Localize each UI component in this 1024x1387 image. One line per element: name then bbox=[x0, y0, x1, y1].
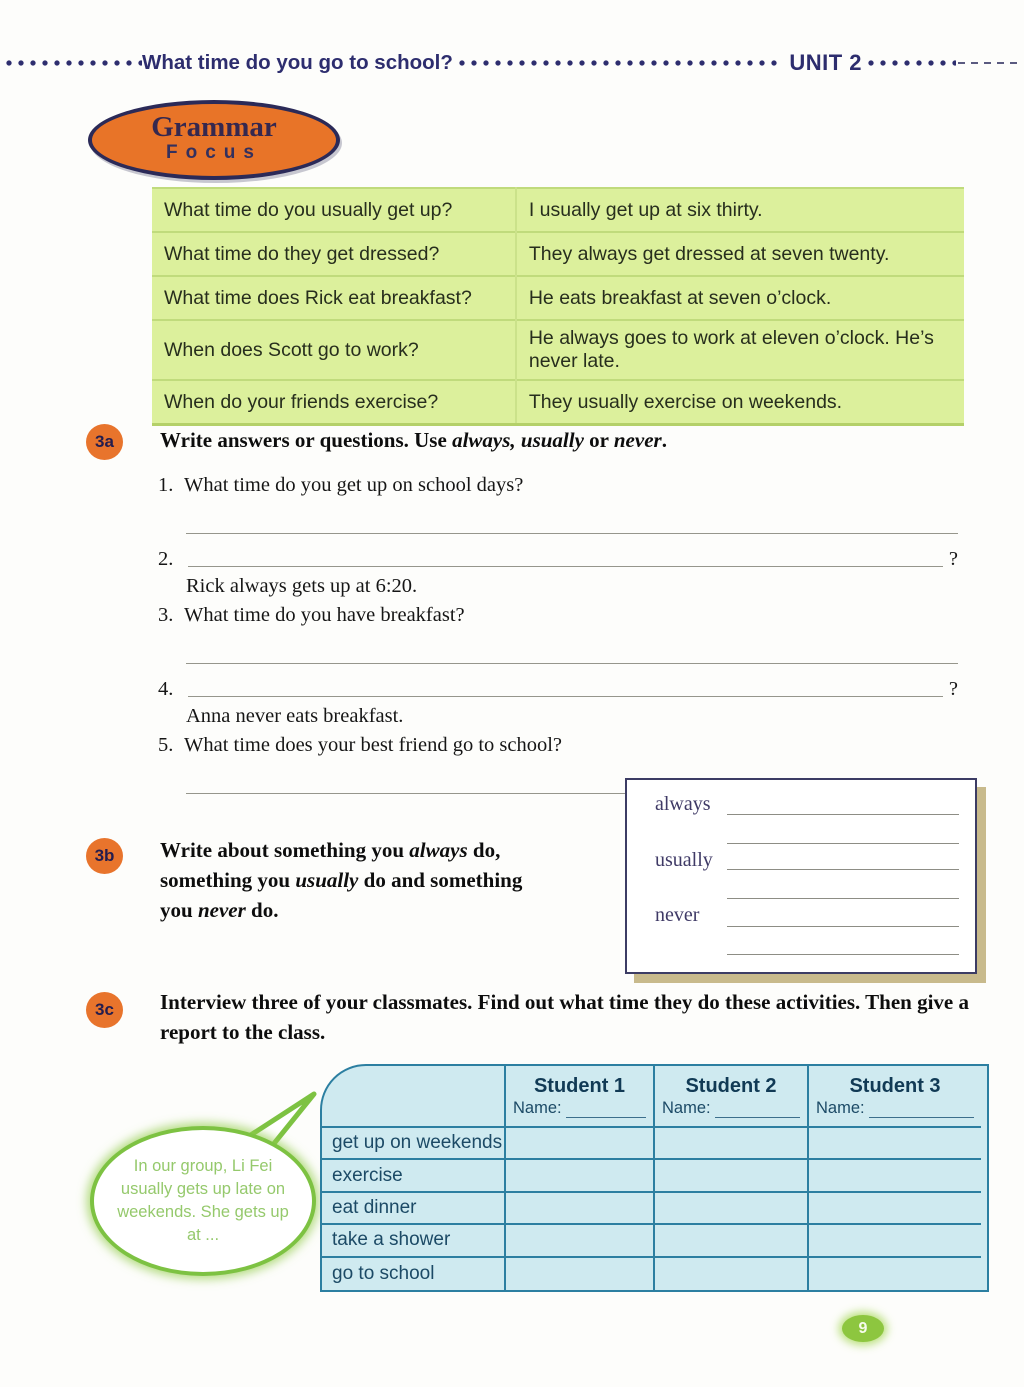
question-cell: What time do you usually get up? bbox=[152, 188, 516, 232]
page-header bbox=[6, 48, 1020, 78]
question-cell: What time do they get dressed? bbox=[152, 232, 516, 276]
item-question: What time do you have breakfast? bbox=[184, 604, 465, 626]
table-cell bbox=[809, 1128, 981, 1160]
name-blank-line bbox=[869, 1103, 974, 1118]
question-mark: ? bbox=[948, 548, 958, 570]
table-cell bbox=[506, 1128, 655, 1160]
write-line bbox=[727, 869, 959, 870]
answer-cell: I usually get up at six thirty. bbox=[516, 188, 964, 232]
given-answer: Rick always gets up at 6:20. bbox=[186, 575, 418, 597]
item-number: 4. bbox=[158, 678, 174, 700]
write-line bbox=[727, 954, 959, 955]
table-cell bbox=[506, 1258, 655, 1290]
question-mark: ? bbox=[948, 678, 958, 700]
question-cell: What time does Rick eat breakfast? bbox=[152, 276, 516, 320]
activity-label: go to school bbox=[322, 1258, 506, 1290]
table-row bbox=[152, 232, 964, 276]
write-line bbox=[727, 814, 959, 815]
dotted-leader-middle bbox=[459, 60, 783, 66]
activity-label: get up on weekends bbox=[322, 1128, 506, 1160]
activity-label: exercise bbox=[322, 1160, 506, 1192]
table-cell bbox=[506, 1160, 655, 1192]
column-header bbox=[809, 1066, 981, 1128]
speech-bubble-text: In our group, Li Fei usually gets up late on weekends. She gets up at ... bbox=[117, 1156, 289, 1245]
list-item bbox=[158, 734, 958, 757]
activity-label: take a shower bbox=[322, 1225, 506, 1257]
answer-cell: They usually exercise on weekends. bbox=[516, 380, 964, 425]
name-label: Name: bbox=[662, 1098, 711, 1117]
table-cell bbox=[506, 1193, 655, 1225]
answer-cell: They always get dressed at seven twenty. bbox=[516, 232, 964, 276]
grammar-table bbox=[152, 187, 964, 426]
column-header bbox=[655, 1066, 809, 1128]
exercise-list-3a bbox=[158, 474, 958, 804]
column-header-label: Student 1 bbox=[533, 1074, 626, 1097]
table-cell bbox=[655, 1225, 809, 1257]
table-cell bbox=[809, 1193, 981, 1225]
grammar-focus-subtitle: Focus bbox=[166, 142, 262, 163]
section-3b-instruction: Write about something you always do, something you usually do and something you never do. bbox=[160, 838, 523, 922]
dotted-leader-left bbox=[6, 60, 142, 66]
table-cell bbox=[809, 1225, 981, 1257]
answer-cell: He eats breakfast at seven o’clock. bbox=[516, 276, 964, 320]
unit-label: UNIT 2 bbox=[789, 50, 862, 75]
item-question: What time does your best friend go to school? bbox=[184, 734, 563, 756]
name-blank-line bbox=[715, 1103, 800, 1118]
adverb-label: always bbox=[655, 793, 711, 815]
answer-blank-line bbox=[186, 507, 958, 534]
item-number: 5. bbox=[158, 734, 174, 756]
table-cell bbox=[655, 1128, 809, 1160]
section-3c-badge: 3c bbox=[86, 992, 123, 1028]
grammar-focus-title: Grammar bbox=[151, 111, 277, 143]
section-3b-badge: 3b bbox=[86, 838, 123, 874]
list-item bbox=[158, 474, 958, 497]
question-cell: When does Scott go to work? bbox=[152, 320, 516, 380]
section-3a-badge: 3a bbox=[86, 424, 123, 460]
table-row bbox=[152, 188, 964, 232]
column-header-label: Student 3 bbox=[849, 1074, 941, 1097]
page-title: What time do you go to school? bbox=[142, 51, 453, 74]
table-cell bbox=[506, 1225, 655, 1257]
list-item bbox=[158, 544, 958, 571]
section-3a-instruction: Write answers or questions. Use always, usually or never. bbox=[160, 428, 667, 452]
grammar-focus-badge bbox=[88, 100, 340, 180]
column-header-label: Student 2 bbox=[685, 1074, 777, 1097]
name-label: Name: bbox=[513, 1098, 562, 1117]
write-line bbox=[727, 843, 959, 844]
table-row bbox=[152, 320, 964, 380]
name-blank-line bbox=[566, 1103, 646, 1118]
item-number: 1. bbox=[158, 474, 174, 496]
page-number-badge bbox=[842, 1315, 884, 1342]
table-corner-cell bbox=[322, 1066, 506, 1128]
question-blank-line bbox=[188, 544, 943, 567]
item-number: 2. bbox=[158, 548, 174, 570]
list-item bbox=[158, 604, 958, 627]
speech-bubble bbox=[90, 1126, 316, 1276]
answer-cell: He always goes to work at eleven o’clock. He’s never late. bbox=[516, 320, 964, 380]
name-label: Name: bbox=[816, 1098, 865, 1117]
question-cell: When do your friends exercise? bbox=[152, 380, 516, 425]
adverb-label: usually bbox=[655, 849, 713, 871]
table-row bbox=[152, 380, 964, 425]
column-header bbox=[506, 1066, 655, 1128]
question-blank-line bbox=[188, 674, 943, 697]
answer-blank-line bbox=[186, 637, 958, 664]
given-answer: Anna never eats breakfast. bbox=[186, 705, 404, 727]
dotted-leader-right bbox=[868, 60, 956, 66]
adverb-writing-box bbox=[625, 778, 977, 974]
table-cell bbox=[655, 1193, 809, 1225]
list-item bbox=[158, 674, 958, 701]
write-line bbox=[727, 926, 959, 927]
write-line bbox=[727, 898, 959, 899]
interview-table bbox=[320, 1064, 989, 1292]
adverb-label: never bbox=[655, 904, 700, 926]
table-cell bbox=[655, 1258, 809, 1290]
item-question: What time do you get up on school days? bbox=[184, 474, 524, 496]
table-cell bbox=[809, 1160, 981, 1192]
dashed-leader-right bbox=[958, 62, 1020, 65]
table-row bbox=[152, 276, 964, 320]
page-number: 9 bbox=[858, 1319, 868, 1337]
section-3c-instruction: Interview three of your classmates. Find out what time they do these activities. Then give a report to the class. bbox=[160, 990, 970, 1044]
item-number: 3. bbox=[158, 604, 174, 626]
table-cell bbox=[809, 1258, 981, 1290]
activity-label: eat dinner bbox=[322, 1193, 506, 1225]
table-cell bbox=[655, 1160, 809, 1192]
